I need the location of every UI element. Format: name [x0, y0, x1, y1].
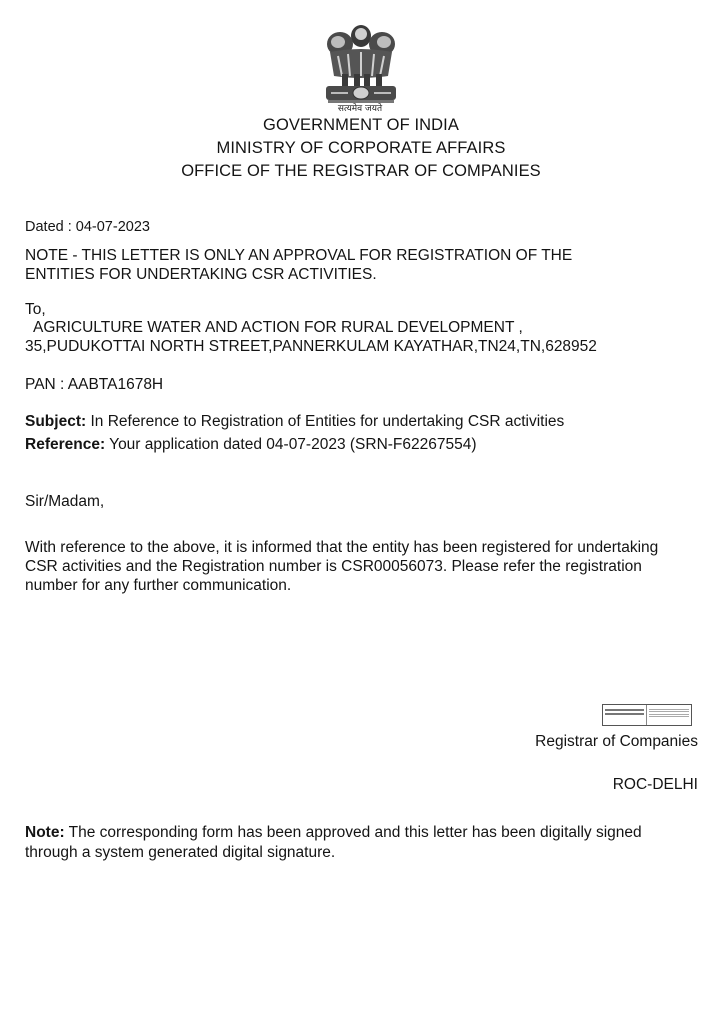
footer-note-line2: through a system generated digital signature.: [25, 844, 336, 861]
reference-label: Reference:: [25, 436, 106, 453]
subject-label: Subject:: [25, 413, 87, 430]
signatory-designation: Registrar of Companies: [535, 733, 698, 750]
footer-note-line1: [25, 824, 642, 842]
national-emblem-icon: [318, 18, 404, 114]
subject-line: [25, 413, 564, 431]
signatory-office: ROC-DELHI: [612, 776, 698, 793]
approval-note-line1: NOTE - THIS LETTER IS ONLY AN APPROVAL FOR REGISTRATION OF THE: [25, 247, 573, 264]
body-line3: number for any further communication.: [25, 577, 292, 594]
subject-text: In Reference to Registration of Entities for undertaking CSR activities: [86, 413, 565, 430]
header-office: OFFICE OF THE REGISTRAR OF COMPANIES: [181, 162, 541, 180]
header-ministry: MINISTRY OF CORPORATE AFFAIRS: [216, 139, 506, 157]
reference-line: [25, 436, 477, 454]
emblem-motto: सत्यमेव जयते: [337, 104, 383, 114]
addressee-name: AGRICULTURE WATER AND ACTION FOR RURAL DEVELOPMENT ,: [33, 319, 523, 336]
reference-text: Your application dated 04-07-2023 (SRN-F62267554): [105, 436, 477, 453]
addressee-address: 35,PUDUKOTTAI NORTH STREET,PANNERKULAM KAYATHAR,TN24,TN,628952: [25, 338, 597, 355]
body-line2: CSR activities and the Registration number is CSR00056073. Please refer the registration: [25, 558, 642, 575]
salutation: Sir/Madam,: [25, 493, 105, 510]
body-line1: With reference to the above, it is informed that the entity has been registered for undertaking: [25, 539, 659, 556]
to-label: To,: [25, 301, 46, 318]
footer-note-label: Note:: [25, 824, 65, 841]
footer-note-text: The corresponding form has been approved and this letter has been digitally signed: [64, 824, 642, 841]
header-government: GOVERNMENT OF INDIA: [263, 116, 459, 134]
pan-number: PAN : AABTA1678H: [25, 376, 164, 393]
digital-signature-stamp-icon: [602, 704, 692, 726]
approval-note-line2: ENTITIES FOR UNDERTAKING CSR ACTIVITIES.: [25, 266, 377, 283]
dated: Dated : 04-07-2023: [25, 219, 150, 235]
